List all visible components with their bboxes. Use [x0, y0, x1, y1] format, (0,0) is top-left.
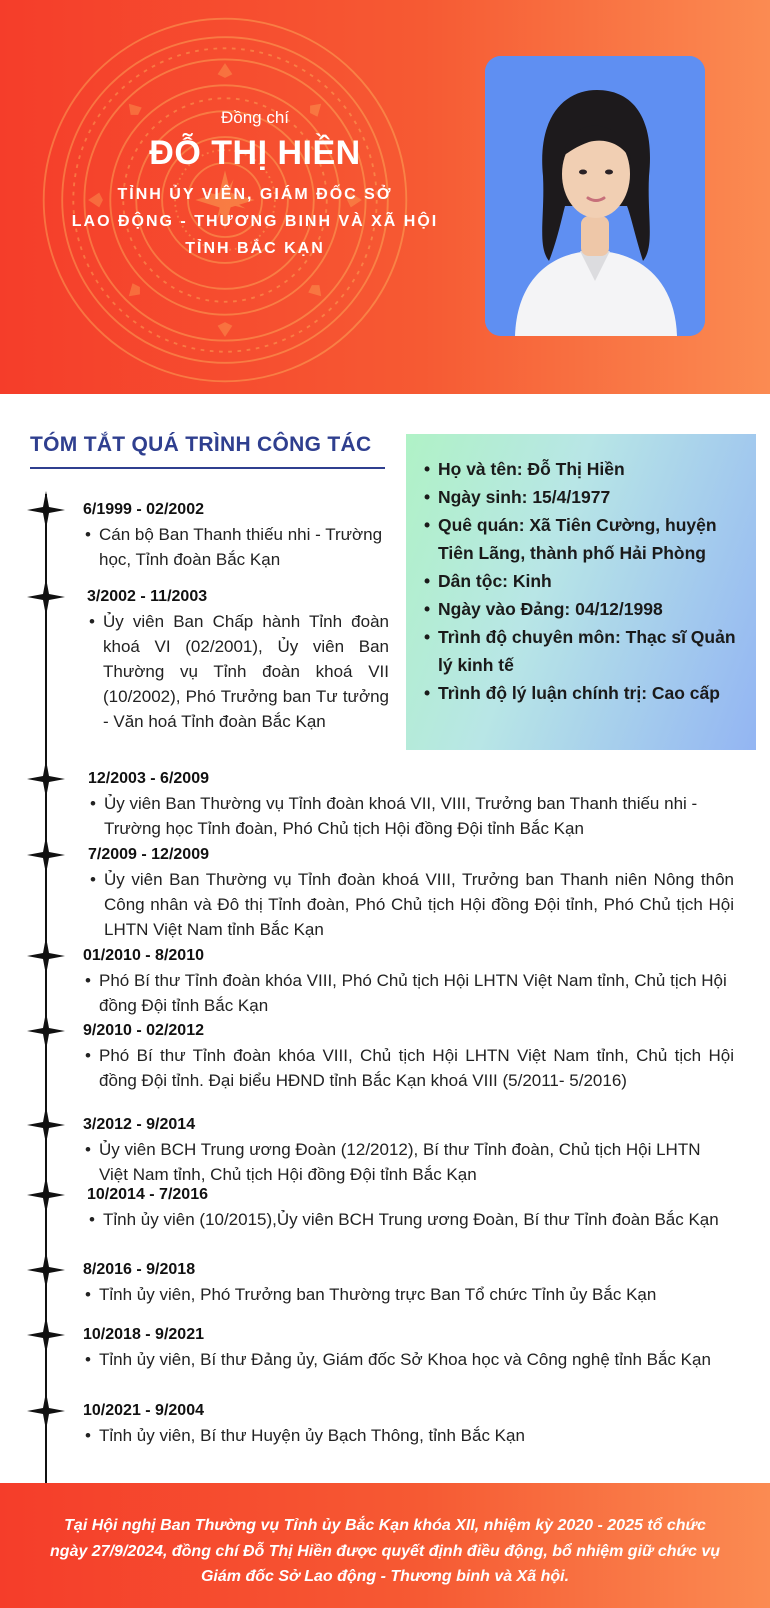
timeline-star-icon	[27, 1176, 65, 1214]
profile-political-level: • Trình độ lý luận chính trị: Cao cấp	[424, 679, 746, 707]
timeline-entry	[83, 946, 734, 1018]
profile-party-date: • Ngày vào Đảng: 04/12/1998	[424, 595, 746, 623]
position-line-2: LAO ĐỘNG - THƯƠNG BINH VÀ XÃ HỘI	[71, 213, 439, 230]
entry-description: • Tỉnh ủy viên, Bí thư Đảng ủy, Giám đốc Sở Khoa học và Công nghệ tỉnh Bắc Kạn	[83, 1347, 734, 1372]
entry-date: 01/2010 - 8/2010	[83, 947, 204, 964]
entry-description: • Cán bộ Ban Thanh thiếu nhi - Trường học, Tỉnh đoàn Bắc Kạn	[83, 522, 383, 572]
entry-description: • Tỉnh ủy viên (10/2015),Ủy viên BCH Trung ương Đoàn, Bí thư Tỉnh đoàn Bắc Kạn	[87, 1207, 734, 1232]
timeline-entry	[83, 1115, 734, 1187]
profile-birth-date: • Ngày sinh: 15/4/1977	[424, 483, 746, 511]
entry-description: • Phó Bí thư Tỉnh đoàn khóa VIII, Chủ tịch Hội LHTN Việt Nam tỉnh, Chủ tịch Hội đồng Đội tỉnh. Đại biểu HĐND tỉnh Bắc Kạn khoá VIII (5/2011- 5/2016)	[83, 1043, 734, 1093]
timeline-star-icon	[27, 1392, 65, 1430]
timeline-entry	[83, 1325, 734, 1372]
entry-date: 6/1999 - 02/2002	[83, 501, 204, 518]
entry-description: • Tỉnh ủy viên, Bí thư Huyện ủy Bạch Thông, tỉnh Bắc Kạn	[83, 1423, 734, 1448]
person-name: ĐỖ THỊ HIỀN	[149, 134, 361, 172]
timeline-star-icon	[27, 1012, 65, 1050]
timeline-entry	[88, 845, 734, 942]
entry-date: 10/2021 - 9/2004	[83, 1402, 204, 1419]
profile-education: • Trình độ chuyên môn: Thạc sĩ Quản lý kinh tế	[424, 623, 746, 679]
profile-full-name: • Họ và tên: Đỗ Thị Hiền	[424, 455, 746, 483]
header-intro	[40, 108, 470, 262]
section-title: TÓM TẮT QUÁ TRÌNH CÔNG TÁC	[30, 433, 372, 456]
entry-description: • Phó Bí thư Tỉnh đoàn khóa VIII, Phó Chủ tịch Hội LHTN Việt Nam tỉnh, Chủ tịch Hội đồng Đội tỉnh Bắc Kạn	[83, 968, 734, 1018]
entry-description: • Tỉnh ủy viên, Phó Trưởng ban Thường trực Ban Tổ chức Tỉnh ủy Bắc Kạn	[83, 1282, 734, 1307]
profile-hometown: • Quê quán: Xã Tiên Cường, huyện Tiên Lãng, thành phố Hải Phòng	[424, 511, 746, 567]
entry-description: • Ủy viên Ban Thường vụ Tỉnh đoàn khoá VIII, Trưởng ban Thanh niên Nông thôn Công nhân và Đô thị Tỉnh đoàn, Phó Chủ tịch Hội đồng Đội tỉnh, Phó Chủ tịch Hội LHTN Việt Nam tỉnh Bắc Kạn	[88, 867, 734, 942]
timeline-star-icon	[27, 1316, 65, 1354]
profile-info-box	[406, 434, 756, 750]
portrait-icon	[485, 56, 705, 336]
timeline-entry	[83, 1021, 734, 1093]
entry-date: 12/2003 - 6/2009	[88, 770, 209, 787]
timeline-star-icon	[27, 578, 65, 616]
entry-description: • Ủy viên Ban Thường vụ Tỉnh đoàn khoá VII, VIII, Trưởng ban Thanh thiếu nhi - Trường học Tỉnh đoàn, Phó Chủ tịch Hội đồng Đội tỉnh Bắc Kạn	[88, 791, 734, 841]
entry-description: • Ủy viên Ban Chấp hành Tỉnh đoàn khoá VI (02/2001), Ủy viên Ban Thường vụ Tỉnh đoàn khoá VII (10/2002), Phó Trưởng ban Tư tưởng - Văn hoá Tỉnh đoàn Bắc Kạn	[87, 609, 389, 734]
portrait-photo	[485, 56, 705, 336]
entry-date: 10/2018 - 9/2021	[83, 1326, 204, 1343]
entry-date: 3/2012 - 9/2014	[83, 1116, 196, 1133]
timeline-entry	[83, 1260, 734, 1307]
timeline-star-icon	[27, 1251, 65, 1289]
entry-date: 8/2016 - 9/2018	[83, 1261, 196, 1278]
timeline-entry	[87, 1185, 734, 1232]
header-banner	[0, 0, 770, 394]
position-line-3: TỈNH BẮC KẠN	[185, 240, 325, 257]
entry-description: • Ủy viên BCH Trung ương Đoàn (12/2012), Bí thư Tỉnh đoàn, Chủ tịch Hội LHTN Việt Nam tỉnh, Chủ tịch Hội đồng Đội tỉnh Bắc Kạn	[83, 1137, 734, 1187]
timeline-star-icon	[27, 836, 65, 874]
timeline-star-icon	[27, 937, 65, 975]
timeline-star-icon	[27, 1106, 65, 1144]
timeline-entry	[83, 500, 383, 572]
section-divider	[30, 467, 385, 469]
footer-banner	[0, 1483, 770, 1608]
footer-note: Tại Hội nghị Ban Thường vụ Tỉnh ủy Bắc Kạn khóa XII, nhiệm kỳ 2020 - 2025 tổ chức ngày 27/9/2024, đồng chí Đỗ Thị Hiền được quyết định điều động, bổ nhiệm giữ chức vụ Giám đốc Sở Lao động - Thương binh và Xã hội.	[50, 1517, 720, 1585]
timeline-entry	[83, 1401, 734, 1448]
entry-date: 7/2009 - 12/2009	[88, 846, 209, 863]
timeline-entry	[88, 769, 734, 841]
timeline-star-icon	[27, 491, 65, 529]
entry-date: 9/2010 - 02/2012	[83, 1022, 204, 1039]
entry-date: 10/2014 - 7/2016	[87, 1186, 208, 1203]
honorific: Đồng chí	[220, 108, 290, 127]
profile-ethnicity: • Dân tộc: Kinh	[424, 567, 746, 595]
position-line-1: TỈNH ỦY VIÊN, GIÁM ĐỐC SỞ	[117, 186, 393, 203]
timeline-star-icon	[27, 760, 65, 798]
entry-date: 3/2002 - 11/2003	[87, 588, 208, 605]
timeline-entry	[87, 587, 389, 734]
